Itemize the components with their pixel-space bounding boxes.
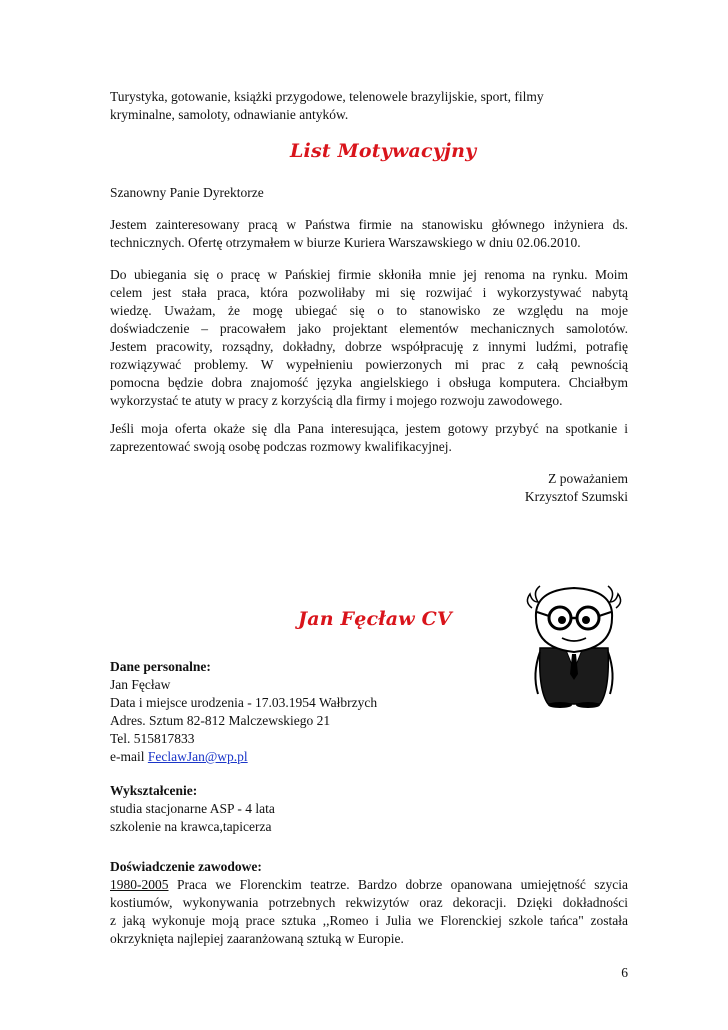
letter-p3-line-2: zaprezentować swoją osobę podczas rozmowy kwalifikacyjnej. <box>110 439 452 454</box>
email-link[interactable]: FeclawJan@wp.pl <box>147 749 248 764</box>
personal-email-row <box>110 748 530 766</box>
page-number: 6 <box>621 965 628 980</box>
letter-title: List Motywacyjny <box>290 140 477 162</box>
personal-data-heading: Dane personalne: <box>110 659 211 674</box>
letter-p2-line-2: celem jest stała praca, która pozwoliłaby mi się rozwijać i wykorzystywać nabytą <box>110 285 628 300</box>
letter-p2-line-4: doświadczenie – pracowałem jako projektant elementów mechanicznych samolotów. <box>110 321 628 336</box>
letter-p2-line-1: Do ubiegania się o pracę w Pańskiej firmie skłoniła mnie jej renoma na rynku. Moim <box>110 267 628 282</box>
letter-paragraph-1 <box>110 216 628 252</box>
experience-section <box>110 858 628 948</box>
letter-p1-line-1: Jestem zainteresowany pracą w Państwa firmie na stanowisku głównego inżyniera ds. <box>110 217 628 232</box>
letter-signature: Krzysztof Szumski <box>524 489 628 504</box>
experience-line-2: kostiumów, wykonywania potrzebnych rekwizytów oraz dekoracji. Dzięki dokładności <box>110 895 628 910</box>
letter-p1-line-2: technicznych. Ofertę otrzymałem w biurze Kuriera Warszawskiego w dniu 02.06.2010. <box>110 235 581 250</box>
hobbies-text <box>110 88 628 124</box>
letter-closing: Z poważaniem <box>548 471 628 486</box>
letter-p2-line-3: wiedzę. Uważam, że mogę ubiegać się o to stanowisko ze względu na moje <box>110 303 628 318</box>
experience-line-4: okrzyknięta najlepiej zaaranżowaną sztuką w Europie. <box>110 931 404 946</box>
education-heading: Wykształcenie: <box>110 783 198 798</box>
email-label: e-mail <box>110 749 148 764</box>
letter-sign-off <box>110 470 628 506</box>
letter-p3-line-1: Jeśli moja oferta okaże się dla Pana interesująca, jestem gotowy przybyć na spotkanie i <box>110 421 628 436</box>
letter-p2-line-6: rozwiązywać problemy. W wypełnieniu powierzonych mi prac z całą pewnością <box>110 357 628 372</box>
experience-line-3: z jaką wykonuje moją prace sztuka ,,Romeo i Julia we Florenckiej szkole tańca" została <box>110 913 628 928</box>
letter-paragraph-3 <box>110 420 628 456</box>
cv-title: Jan Fęcław CV <box>298 608 452 630</box>
personal-name: Jan Fęcław <box>110 677 171 692</box>
hobbies-line-1: Turystyka, gotowanie, książki przygodowe, telenowele brazylijskie, sport, filmy <box>110 89 544 104</box>
experience-line-1 <box>110 876 628 894</box>
personal-address: Adres. Sztum 82-812 Malczewskiego 21 <box>110 713 331 728</box>
letter-paragraph-2 <box>110 266 628 410</box>
letter-p2-line-5: Jestem pracowity, rozsądny, dokładny, dobrze współpracuję z innymi ludźmi, potrafię <box>110 339 628 354</box>
personal-birth: Data i miejsce urodzenia - 17.03.1954 Wałbrzych <box>110 695 378 710</box>
letter-greeting: Szanowny Panie Dyrektorze <box>110 185 264 200</box>
letter-p2-line-8: wykorzystać te atuty w pracy z korzyścią dla firmy i mojego rozwoju zawodowego. <box>110 393 563 408</box>
letter-p2-line-7: pomocna będzie dobra znajomość języka angielskiego i obsługa komputera. Chciałbym <box>110 375 628 390</box>
education-section <box>110 782 628 836</box>
personal-data-section <box>110 658 530 766</box>
education-item: szkolenie na krawca,tapicerza <box>110 819 272 834</box>
experience-heading: Doświadczenie zawodowe: <box>110 859 262 874</box>
education-item: studia stacjonarne ASP - 4 lata <box>110 801 275 816</box>
hobbies-line-2: kryminalne, samoloty, odnawianie antyków. <box>110 107 349 122</box>
experience-period: 1980-2005 <box>110 877 169 892</box>
experience-line-1-text: Praca we Florenckim teatrze. Bardzo dobrze opanowana umiejętność szycia <box>168 877 628 892</box>
cartoon-portrait-illustration <box>518 578 630 708</box>
personal-phone: Tel. 515817833 <box>110 731 195 746</box>
